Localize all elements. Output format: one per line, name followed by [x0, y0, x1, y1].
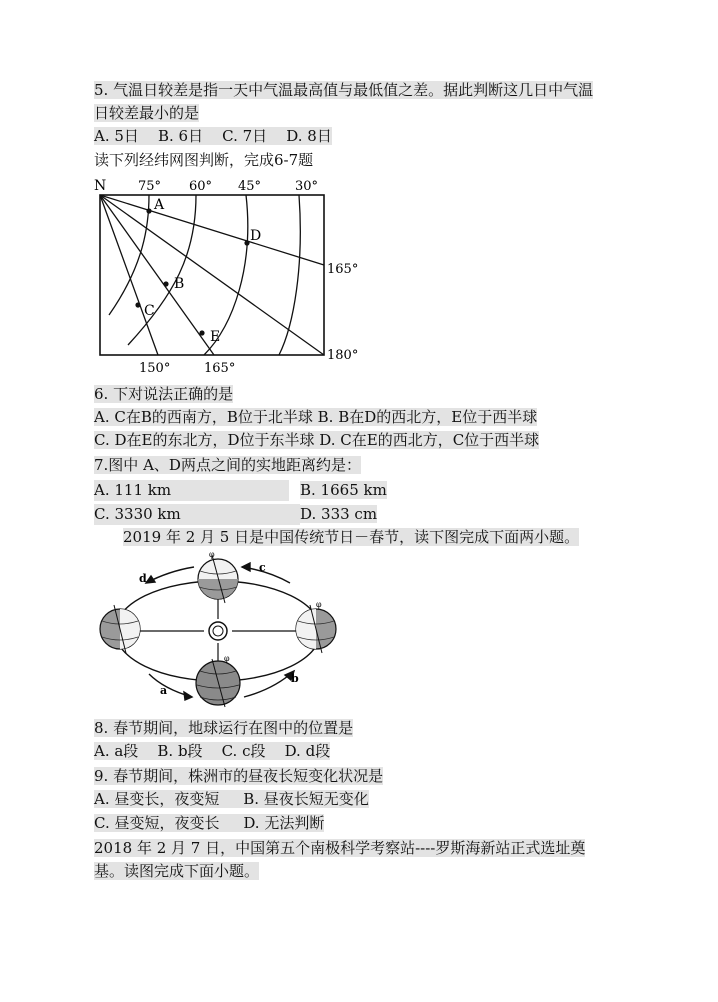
q5-stem-line1: 5. 气温日较差是指一天中气温最高值与最低值之差。据此判断这几日中气温	[94, 81, 594, 99]
lat-label-75: 75°	[138, 179, 162, 194]
graticule-map	[94, 175, 362, 375]
meridian-150	[100, 195, 158, 355]
intro-10-line1: 2018 年 2 月 7 日，中国第五个南极科学考察站----罗斯海新站正式选址奠	[94, 839, 586, 857]
q9-stem: 9. 春节期间，株洲市的昼夜长短变化状况是	[94, 767, 384, 785]
orbit-label-a: a	[160, 684, 168, 697]
svg-text:φ: φ	[224, 654, 230, 663]
lon-label-150: 150°	[139, 361, 171, 375]
q9-options-ab: A. 昼变长，夜变短 B. 昼夜长短无变化	[94, 790, 369, 808]
q7-option-d: D. 333 cm	[300, 505, 378, 523]
intro-10-line2: 基。读图完成下面小题。	[94, 862, 260, 880]
orbit-label-d: d	[139, 572, 147, 585]
lon-label-165-right: 165°	[327, 262, 359, 277]
meridian-165-right	[100, 195, 324, 265]
point-label-d: D	[250, 228, 262, 244]
q5-stem-line2: 日较差最小的是	[94, 104, 200, 122]
lat-label-30: 30°	[295, 179, 319, 194]
lat-label-60: 60°	[189, 179, 213, 194]
earth-orbit-diagram	[94, 549, 342, 713]
lon-label-165-bottom: 165°	[204, 361, 236, 375]
q7-option-b: B. 1665 km	[300, 481, 387, 499]
q6-stem: 6. 下对说法正确的是	[94, 385, 234, 403]
q7-stem: 7.图中 A、D两点之间的实地距离约是：	[94, 456, 361, 474]
q6-options-ab: A. C在B的西南方，B位于北半球 B. B在D的西北方，E位于西半球	[94, 408, 538, 426]
intro-6-7: 读下列经纬网图判断，完成6-7题	[94, 151, 314, 169]
q6-options-cd: C. D在E的东北方，D位于东半球 D. C在E的西北方，C位于西半球	[94, 431, 540, 449]
sun-icon	[209, 622, 227, 640]
q8-stem: 8. 春节期间，地球运行在图中的位置是	[94, 719, 354, 737]
orbit-label-b: b	[291, 672, 299, 685]
point-label-b: B	[174, 276, 185, 292]
svg-text:φ: φ	[209, 550, 215, 559]
q9-options-cd: C. 昼变短，夜变长 D. 无法判断	[94, 814, 325, 832]
q7-option-c: C. 3330 km	[94, 504, 300, 525]
intro-8-9: 2019 年 2 月 5 日是中国传统节日－春节，读下图完成下面两小题。	[123, 528, 580, 546]
svg-text:φ: φ	[316, 600, 322, 609]
lat-60-arc	[128, 195, 196, 345]
pole-label: N	[94, 178, 107, 194]
orbit-label-c: c	[259, 561, 266, 574]
point-label-a: A	[154, 197, 165, 213]
point-label-c: C	[144, 303, 155, 319]
lon-label-180: 180°	[327, 348, 359, 363]
point-label-e: E	[210, 329, 221, 345]
meridian-165-bottom	[100, 195, 214, 355]
q8-options: A. a段 B. b段 C. c段 D. d段	[94, 742, 331, 760]
q7-option-a: A. 111 km	[94, 480, 384, 501]
q5-options: A. 5日 B. 6日 C. 7日 D. 8日	[94, 127, 332, 145]
lat-label-45: 45°	[238, 179, 262, 194]
